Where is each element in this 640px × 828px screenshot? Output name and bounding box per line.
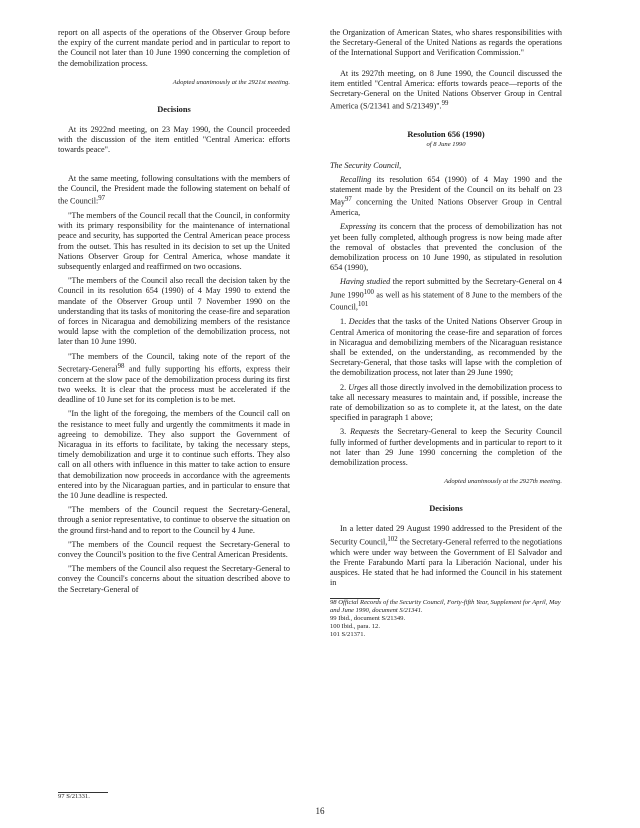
paragraph-number: 1.	[340, 317, 347, 327]
adoption-note: Adopted unanimously at the 2921st meeting.	[172, 78, 290, 86]
section-heading-decisions: Decisions	[157, 104, 191, 114]
footnote	[330, 599, 562, 615]
page-number: 16	[315, 806, 325, 816]
footnote-text: 98 Official Records of the Security Council, Forty-fifth Year, Supplement for April, May and June 1990, document S/21341.	[330, 599, 561, 615]
paragraph-number: 2.	[340, 382, 347, 392]
lead-word: Expressing	[340, 222, 377, 232]
paragraph-text: its concern that the process of demobilization has not yet been fully completed, although progress is now being made after the removal of obstacles that prevented the conclusion of the demobilization process on 10 June 1990, as stipulated in resolution 654 (1990),	[330, 222, 562, 273]
paragraph-text: the report submitted by the Secretary-General on 4 June 1990	[330, 277, 562, 300]
footnote-ref: 98	[117, 362, 125, 370]
statement-paragraph: "In the light of the foregoing, the members of the Council call on the resistance to meet fully and urgently the commitments it made in agreeing to demobilize. They also support the Government of Nicaragua in its efforts to facilitate, by taking the necessary steps, timely demobilization and urge it to continue such efforts. They also call on all others with influence in this matter to take action to ensure that demobilization now proceeds in accordance with the agreements entered into by the Nicaraguan parties, and in particular to ensure that the 10 June deadline is respected.	[58, 409, 290, 500]
paragraph	[58, 174, 290, 207]
paragraph-text: concerning the United Nations Observer Group in Central America,	[330, 197, 562, 218]
paragraph-text: all those directly involved in the demobilization process to take all necessary measures to maintain and, if possible, increase the rate of demobilization so as to complete it, at the latest, on the date specified in paragraph 1 above;	[330, 382, 562, 423]
paragraph-text: as well as his statement of 8 June to the members of the Council,	[330, 290, 562, 313]
footnote: 99 Ibid., document S/21349.	[330, 615, 406, 623]
footnote-ref: 100	[363, 288, 374, 296]
lead-word: Recalling	[340, 174, 372, 184]
lead-word: Decides	[348, 317, 376, 327]
paragraph-text: At its 2927th meeting, on 8 June 1990, the Council discussed the item entitled "Central America: efforts towards peace—reports of the Secretary-General on the United Nations Observer Group in Central America (S/21341 and S/21349)".	[330, 68, 562, 111]
paragraph-text: and fully supporting his efforts, express their concern at the slow pace of the demobilization process during its first two weeks. It is clear that the process must be accelerated if the deadline of 10 June set for its completion is to be met.	[58, 364, 290, 405]
preambular-paragraph	[330, 222, 562, 273]
footnote-ref: 97	[345, 196, 352, 204]
paragraph-text: that the tasks of the United Nations Observer Group in Central America of monitoring the cease-fire and separation of forces in Nicaragua and demobilizing members of the Nicaraguan resistance shall be extended, on the understanding, as recommended by the Secretary-General, that those tasks will lapse with the completion of the demobilization process, not later than 29 June 1990;	[330, 317, 563, 378]
paragraph: report on all aspects of the operations of the Observer Group before the expiry of the current mandate period and in particular to report to the Council not later than 10 June 1990 concerning the completion of the demobilization process.	[58, 28, 290, 68]
operative-paragraph	[330, 383, 562, 424]
paragraph-text: its resolution 654 (1990) of 4 May 1990 and the statement made by the President of the Council on its behalf on 23 May	[330, 174, 562, 207]
footnote: 100 Ibid., para. 12.	[330, 623, 380, 631]
left-column	[58, 28, 290, 595]
preambular-paragraph	[330, 277, 562, 313]
right-column	[330, 28, 562, 639]
resolution-addressee: The Security Council,	[330, 160, 402, 170]
statement-paragraph: "The members of the Council recall that the Council, in conformity with its primary responsibility for the maintenance of international peace and security, has supported the Central American peace process from the outset. This has resulted in its decision to set up the United Nations Observer Group for Central America, whose mandate it subsequently enlarged and reaffirmed on two occasions.	[58, 210, 290, 271]
paragraph	[330, 524, 562, 588]
footnote: 97 S/21331.	[58, 793, 90, 800]
left-footnotes	[58, 792, 290, 801]
statement-paragraph: "The members of the Council request the Secretary-General to convey the Council's position to the five Central American Presidents.	[58, 539, 290, 559]
paragraph-text: the Secretary-General referred to the negotiations which were under way between the Government of El Salvador and the Frente Farabundo Martí para la Liberación Nacional, under his auspices. He stated that he had informed the Council in his statement in	[330, 537, 562, 588]
paragraph-number: 3.	[340, 427, 347, 437]
paragraph-text: At the same meeting, following consultations with the members of the Council, the President made the following statement on behalf of the Council:	[58, 173, 290, 206]
section-heading-decisions: Decisions	[429, 504, 463, 514]
paragraph-text: "The members of the Council, taking note of the report of the Secretary-General	[58, 351, 290, 374]
footnote: 101 S/21371.	[330, 631, 366, 639]
statement-paragraph: "The members of the Council also request the Secretary-General to convey the Council's concerns about the situation described above to the Secretary-General of	[58, 564, 290, 594]
footnote-ref: 97	[98, 195, 106, 203]
preambular-paragraph	[330, 175, 562, 219]
resolution-date: of 8 June 1990	[426, 141, 466, 149]
lead-word: Requests	[350, 427, 380, 437]
footnote-ref: 101	[357, 301, 369, 309]
operative-paragraph	[330, 427, 562, 468]
operative-paragraph	[330, 317, 562, 378]
lead-word: Having studied	[340, 277, 391, 287]
statement-paragraph	[58, 352, 290, 406]
statement-paragraph: "The members of the Council also recall the decision taken by the Council in its resolution 654 (1990) of 4 May 1990 to extend the mandate of the Observer Group until 7 November 1990 on the understanding that its tasks of monitoring the cease-fire and separation of forces in Nicaragua and demobilizing members of the resistance would lapse with the completion of the demobilization process, not later than 10 June 1990.	[58, 276, 290, 347]
resolution-title: Resolution 656 (1990)	[407, 130, 485, 140]
paragraph: the Organization of American States, who shares responsibilities with the Secretary-General of the United Nations as regards the operations of the International Support and Verification Commission."	[330, 28, 562, 58]
footnote-ref: 99	[441, 100, 449, 108]
footnote-ref: 102	[387, 535, 398, 543]
paragraph: At its 2922nd meeting, on 23 May 1990, the Council proceeded with the discussion of the item entitled "Central America: efforts towards peace".	[58, 125, 290, 155]
paragraph-text: In a letter dated 29 August 1990 addressed to the President of the Security Council,	[330, 524, 562, 547]
paragraph	[330, 69, 562, 113]
paragraph-text: the Secretary-General to keep the Security Council fully informed of further developments and in particular to report to it not later than 29 June 1990 concerning the completion of the demobilization process.	[330, 427, 563, 468]
adoption-note: Adopted unanimously at the 2927th meeting.	[444, 478, 562, 486]
lead-word: Urges	[348, 382, 368, 392]
statement-paragraph: "The members of the Council request the Secretary-General, through a senior representative, to continue to observe the situation on the ground first-hand and to report to the Council by 4 June.	[58, 505, 290, 535]
